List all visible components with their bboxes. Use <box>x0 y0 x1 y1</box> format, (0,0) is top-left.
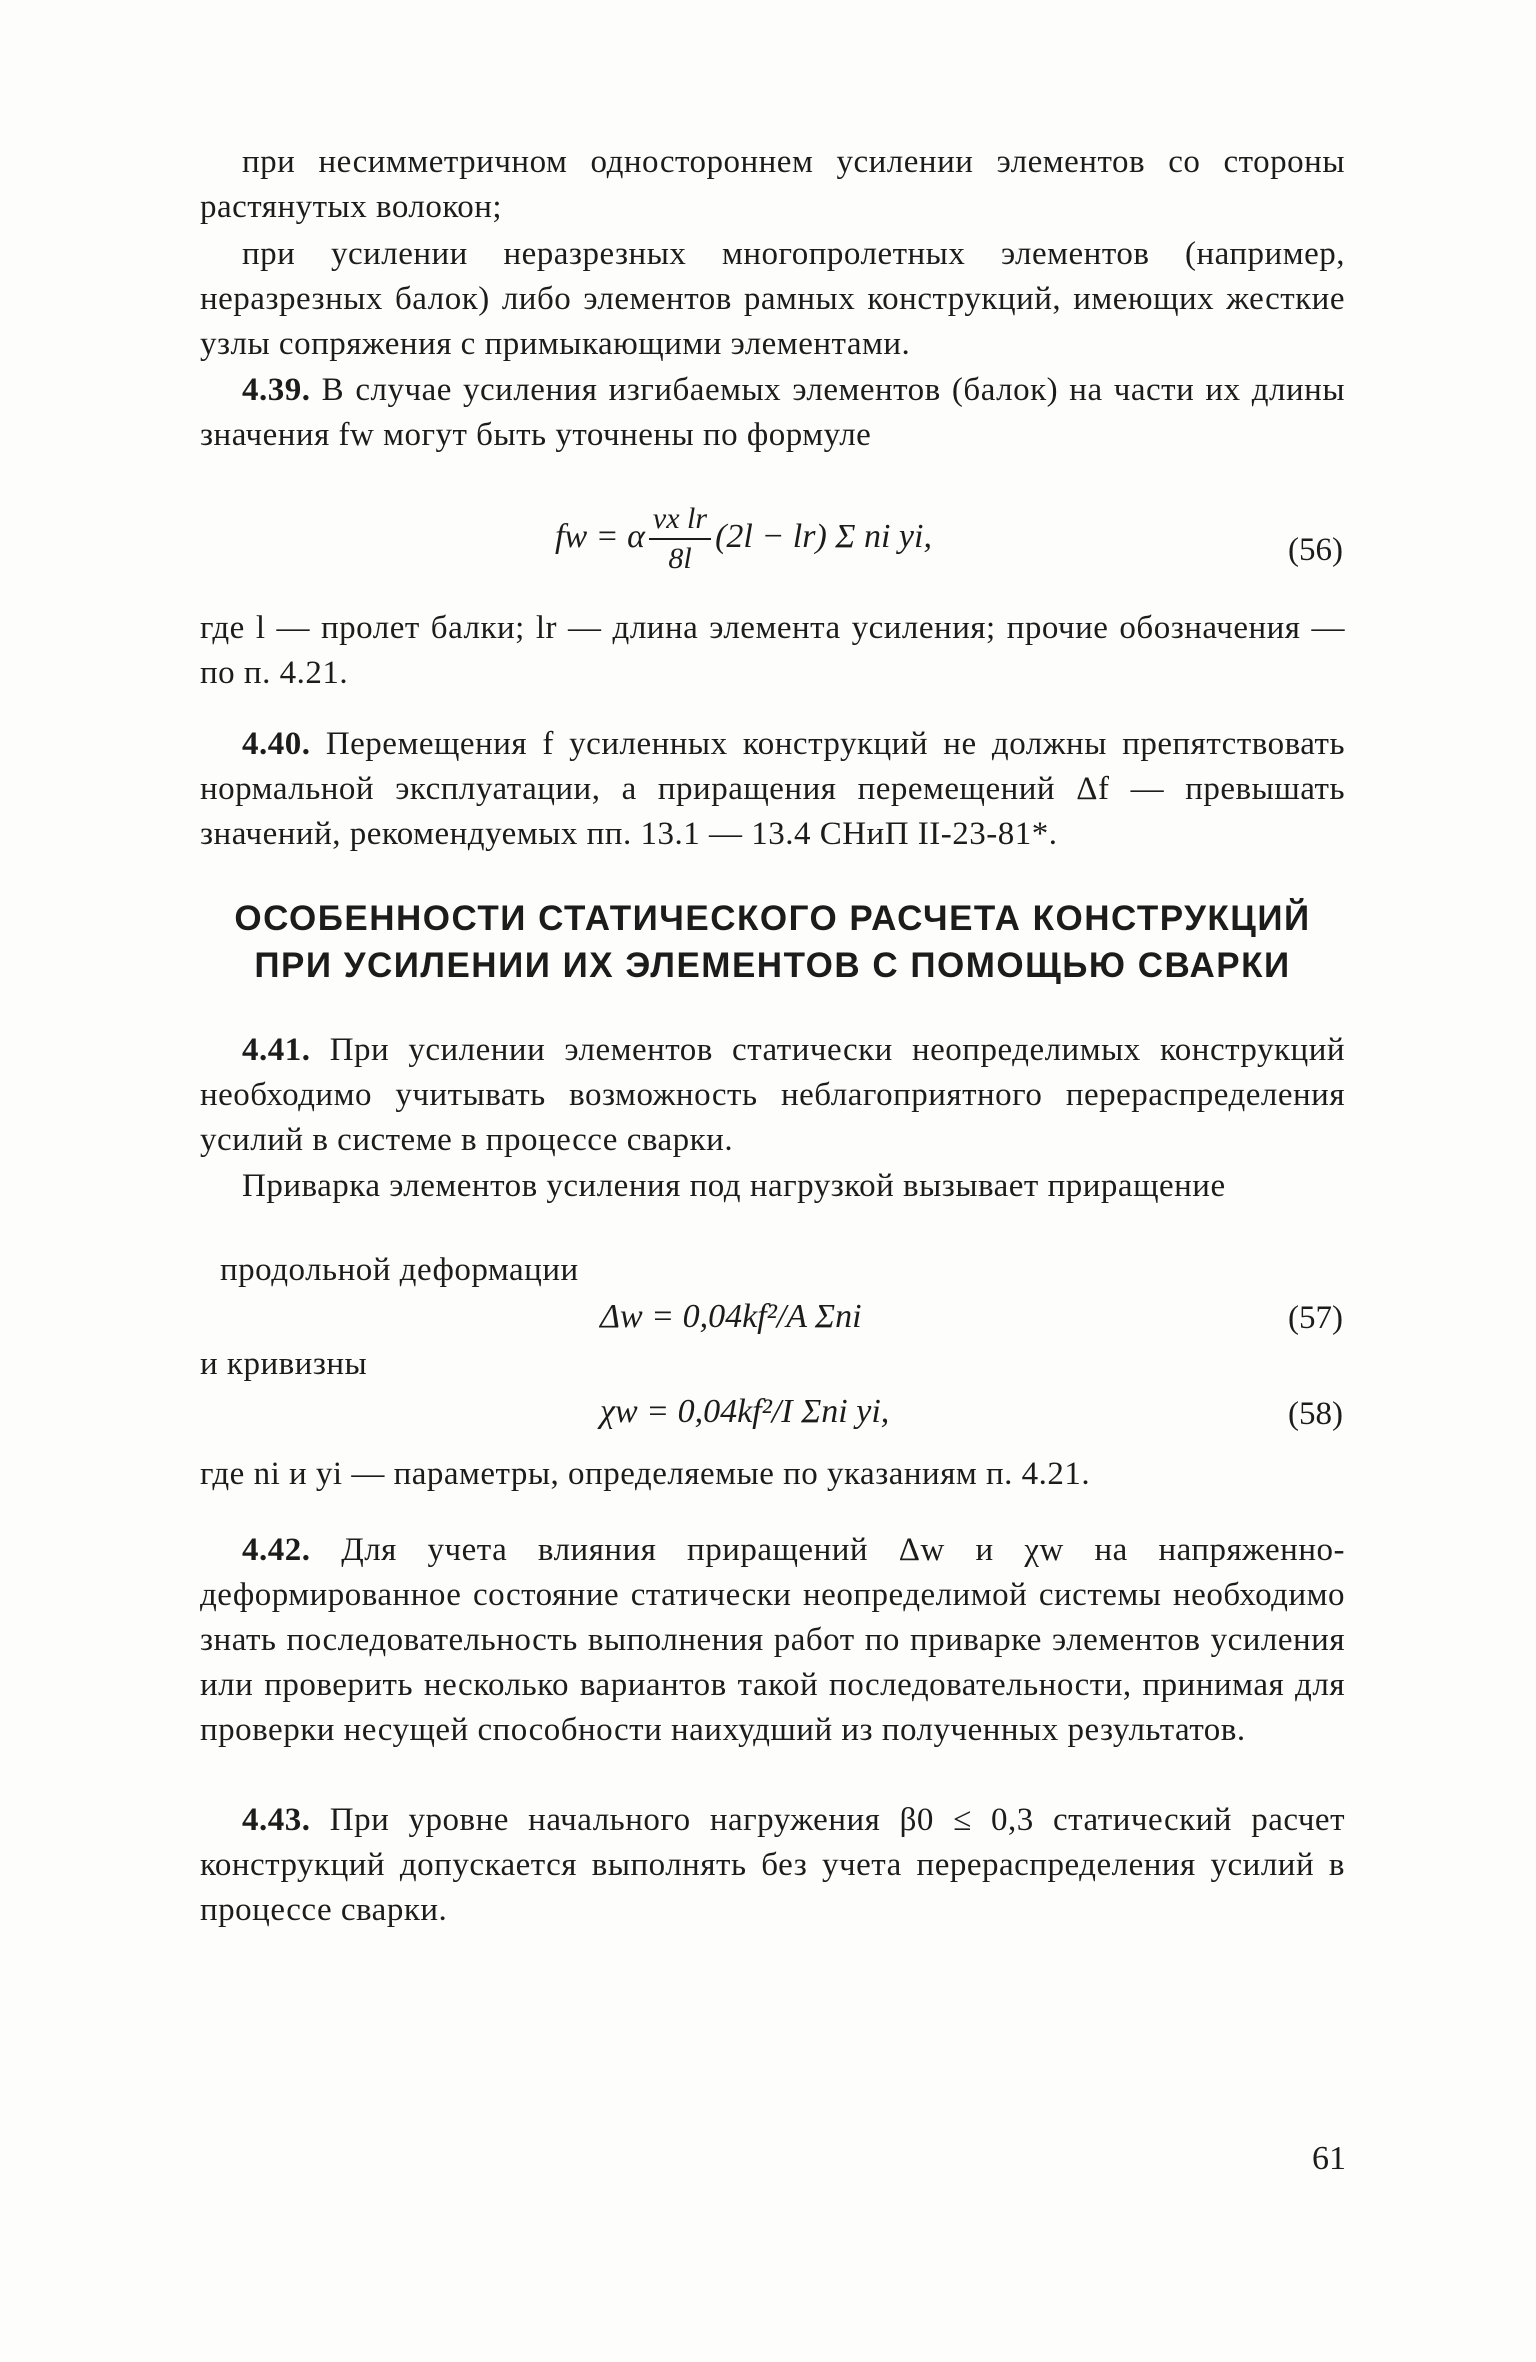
equation-number-56: (56) <box>1288 532 1343 568</box>
clause-text: При усилении элементов статически неопределимых конструкций необходимо учитывать возможность неблагоприятного перераспределения усилий в системе в процессе сварки. <box>200 1032 1346 1158</box>
label-curvature: и кривизны <box>200 1346 368 1382</box>
clause-number: 4.40. <box>242 726 311 762</box>
paragraph-4-39 <box>200 368 1345 458</box>
clause-text: В случае усиления изгибаемых элементов (балок) на части их длины значения fw могут быть уточнены по формуле <box>200 372 1345 453</box>
formula-56 <box>555 500 932 578</box>
paragraph-4-41 <box>200 1028 1345 1163</box>
section-heading <box>200 895 1345 989</box>
equation-number-58: (58) <box>1288 1396 1343 1432</box>
heading-line-1: ОСОБЕННОСТИ СТАТИЧЕСКОГО РАСЧЕТА КОНСТРУКЦИЙ <box>234 899 1311 938</box>
formula-57: Δw = 0,04kf²/A Σni <box>600 1298 862 1335</box>
formula-lhs: fw = α <box>555 517 645 555</box>
fraction-numerator: vx lr <box>649 500 711 540</box>
paragraph-continuous: при усилении неразрезных многопролетных элементов (например, неразрезных балок) либо элементов рамных конструкций, имеющих жесткие узлы сопряжения с примыкающими элементами. <box>200 236 1345 362</box>
page-number: 61 <box>1312 2140 1346 2177</box>
clause-number: 4.43. <box>242 1802 311 1838</box>
equation-number-57: (57) <box>1288 1300 1343 1336</box>
paragraph-4-40 <box>200 722 1345 857</box>
paragraph-4-42 <box>200 1528 1345 1753</box>
paragraph-welding: Приварка элементов усиления под нагрузкой вызывает приращение <box>242 1168 1226 1204</box>
fraction-denominator: 8l <box>668 542 692 575</box>
formula-rhs: (2l − lr) Σ ni yi, <box>715 517 932 555</box>
clause-text: Перемещения f усиленных конструкций не должны препятствовать нормальной эксплуатации, а приращения перемещений Δf — превышать значений, рекомендуемых пп. 13.1 — 13.4 СНиП II-23-81*. <box>200 726 1346 852</box>
formula-58: χw = 0,04kf²/I Σni yi, <box>600 1393 890 1430</box>
clause-text: При уровне начального нагружения β0 ≤ 0,3 статический расчет конструкций допускается выполнять без учета перераспределения усилий в процессе сварки. <box>200 1802 1345 1928</box>
label-longitudinal: продольной деформации <box>220 1252 579 1288</box>
clause-text: Для учета влияния приращений Δw и χw на напряженно-деформированное состояние статически неопределимой системы необходимо знать последовательность выполнения работ по приварке элементов усиления или проверить несколько вариантов такой последовательности, принимая для проверки несущей способности наихудший из полученных результатов. <box>200 1532 1345 1748</box>
clause-number: 4.42. <box>242 1532 311 1568</box>
paragraph-4-43 <box>200 1798 1345 1933</box>
clause-number: 4.39. <box>242 372 311 408</box>
paragraph-asymmetric: при несимметричном одностороннем усилении элементов со стороны растянутых волокон; <box>200 144 1345 225</box>
heading-line-2: ПРИ УСИЛЕНИИ ИХ ЭЛЕМЕНТОВ С ПОМОЩЬЮ СВАРКИ <box>254 946 1291 985</box>
paragraph-where-2: где ni и yi — параметры, определяемые по указаниям п. 4.21. <box>200 1456 1091 1492</box>
paragraph-where-1: где l — пролет балки; lr — длина элемента усиления; прочие обозначения — по п. 4.21. <box>200 610 1345 691</box>
clause-number: 4.41. <box>242 1032 311 1068</box>
formula-fraction <box>649 500 711 578</box>
